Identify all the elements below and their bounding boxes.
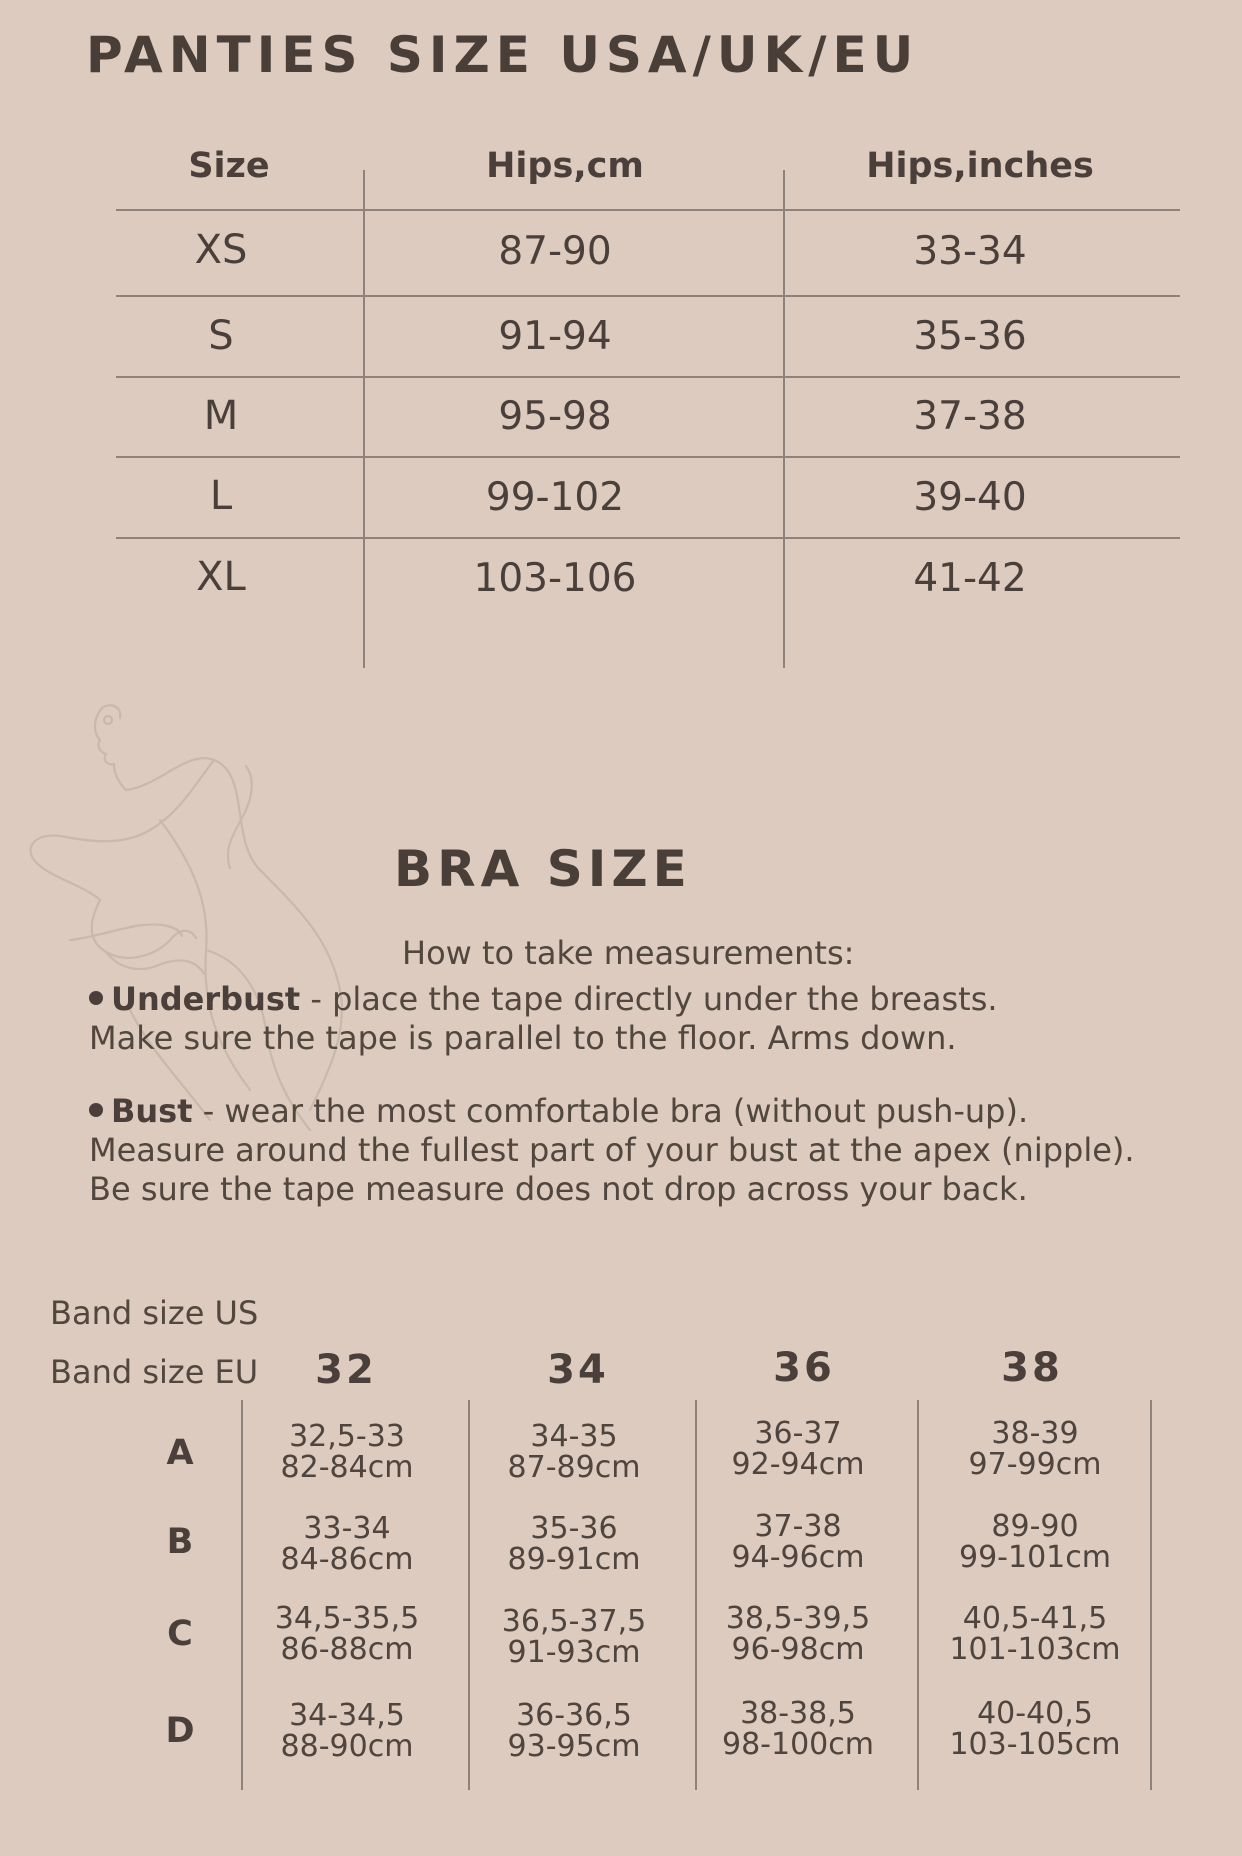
bra-size-cell: [688, 1698, 908, 1760]
bust-label: Bust: [111, 1092, 193, 1130]
hips-cm-cell: 103-106: [473, 556, 637, 601]
hips-inches-cell: 33-34: [913, 229, 1027, 274]
bra-cell-inches: 38,5-39,5: [725, 1601, 871, 1636]
bust-text-line-2: Measure around the fullest part of your bust at the apex (nipple).: [89, 1131, 1135, 1169]
bra-cell-cm: 93-95cm: [507, 1729, 641, 1764]
bra-size-cell: [237, 1700, 457, 1762]
bra-cell-cm: 101-103cm: [949, 1632, 1121, 1667]
bra-cell-cm: 86-88cm: [280, 1632, 414, 1667]
bra-cell-inches: 32,5-33: [289, 1419, 405, 1454]
band-size-us-label: Band size US: [50, 1294, 259, 1332]
bra-cell-inches: 36-37: [754, 1416, 842, 1451]
hips-cm-cell: 91-94: [498, 314, 612, 359]
hips-cm-cell: 95-98: [498, 394, 612, 439]
bra-cell-cm: 97-99cm: [968, 1447, 1102, 1482]
size-cell: XS: [194, 227, 248, 273]
bra-cell-cm: 84-86cm: [280, 1542, 414, 1577]
bra-size-cell: [925, 1511, 1145, 1573]
underbust-label: Underbust: [111, 980, 301, 1018]
column-header-size: Size: [188, 146, 270, 186]
hips-inches-cell: 35-36: [913, 314, 1027, 359]
bra-cell-inches: 34,5-35,5: [274, 1601, 420, 1636]
bra-cell-inches: 40-40,5: [977, 1696, 1093, 1731]
size-cell: L: [209, 473, 233, 519]
table-rule: [116, 295, 1180, 297]
bra-cell-inches: 40,5-41,5: [962, 1601, 1108, 1636]
bra-cell-cm: 88-90cm: [280, 1729, 414, 1764]
bullet-dot-icon: [89, 1103, 103, 1117]
cup-label-a: A: [166, 1433, 194, 1473]
bra-cell-inches: 34-35: [530, 1419, 618, 1454]
bust-text-line-3: Be sure the tape measure does not drop across your back.: [89, 1170, 1028, 1208]
table-rule: [116, 537, 1180, 539]
band-size-eu-label: Band size EU: [50, 1353, 259, 1391]
hips-cm-cell: 87-90: [498, 229, 612, 274]
bra-cell-cm: 82-84cm: [280, 1450, 414, 1485]
bra-cell-cm: 92-94cm: [731, 1447, 865, 1482]
bra-size-cell: [925, 1698, 1145, 1760]
bra-cell-inches: 36-36,5: [516, 1698, 632, 1733]
bra-size-cell: [237, 1421, 457, 1483]
bra-size-cell: [688, 1603, 908, 1665]
bust-instruction: [89, 1092, 1135, 1209]
table-rule: [116, 209, 1180, 211]
bra-size-cell: [237, 1513, 457, 1575]
panties-size-title: PANTIES SIZE USA/UK/EU: [86, 26, 920, 84]
size-cell: M: [203, 393, 239, 439]
bullet-dot-icon: [89, 991, 103, 1005]
bra-size-cell: [464, 1606, 684, 1668]
bra-cell-inches: 38-39: [991, 1416, 1079, 1451]
bra-cell-inches: 35-36: [530, 1511, 618, 1546]
bra-size-cell: [925, 1603, 1145, 1665]
bra-cell-inches: 37-38: [754, 1509, 842, 1544]
measurement-instructions-heading: How to take measurements:: [402, 934, 855, 972]
bra-size-cell: [237, 1603, 457, 1665]
band-size-38: 38: [1001, 1345, 1063, 1391]
cup-label-c: C: [167, 1614, 193, 1654]
underbust-instruction: [89, 980, 998, 1058]
bra-cell-cm: 91-93cm: [507, 1635, 641, 1670]
underbust-text-line-1: - place the tape directly under the breasts.: [300, 980, 998, 1018]
bra-size-cell: [688, 1418, 908, 1480]
table-column-divider: [917, 1400, 919, 1790]
bra-cell-inches: 34-34,5: [289, 1698, 405, 1733]
bra-size-cell: [688, 1511, 908, 1573]
underbust-text-line-2: Make sure the tape is parallel to the floor. Arms down.: [89, 1019, 957, 1057]
bra-cell-cm: 96-98cm: [731, 1632, 865, 1667]
size-cell: S: [208, 313, 234, 359]
table-rule: [116, 456, 1180, 458]
band-size-32: 32: [315, 1347, 377, 1393]
hips-inches-cell: 39-40: [913, 475, 1027, 520]
cup-label-b: B: [166, 1522, 194, 1562]
bra-size-cell: [464, 1513, 684, 1575]
bra-size-title: BRA SIZE: [394, 840, 692, 898]
bra-cell-cm: 103-105cm: [949, 1727, 1121, 1762]
bra-cell-cm: 87-89cm: [507, 1450, 641, 1485]
bra-cell-cm: 94-96cm: [731, 1540, 865, 1575]
bra-cell-inches: 33-34: [303, 1511, 391, 1546]
bra-cell-cm: 98-100cm: [722, 1727, 874, 1762]
size-cell: XL: [196, 554, 246, 600]
hips-inches-cell: 37-38: [913, 394, 1027, 439]
bra-cell-inches: 36,5-37,5: [501, 1604, 647, 1639]
band-size-36: 36: [773, 1345, 835, 1391]
hips-inches-cell: 41-42: [913, 556, 1027, 601]
bra-size-cell: [925, 1418, 1145, 1480]
bra-cell-inches: 89-90: [991, 1509, 1079, 1544]
bra-cell-inches: 38-38,5: [740, 1696, 856, 1731]
bust-text-line-1: - wear the most comfortable bra (without push-up).: [192, 1092, 1029, 1130]
bra-cell-cm: 99-101cm: [959, 1540, 1111, 1575]
column-header-hips-inches: Hips,inches: [866, 146, 1094, 186]
bra-size-cell: [464, 1421, 684, 1483]
bra-cell-cm: 89-91cm: [507, 1542, 641, 1577]
column-header-hips-cm: Hips,cm: [486, 146, 644, 186]
bra-size-cell: [464, 1700, 684, 1762]
woman-line-drawing-icon: [10, 690, 430, 1150]
table-rule: [116, 376, 1180, 378]
table-column-divider: [1150, 1400, 1152, 1790]
hips-cm-cell: 99-102: [485, 475, 625, 520]
cup-label-d: D: [165, 1711, 195, 1751]
band-size-34: 34: [547, 1347, 609, 1393]
